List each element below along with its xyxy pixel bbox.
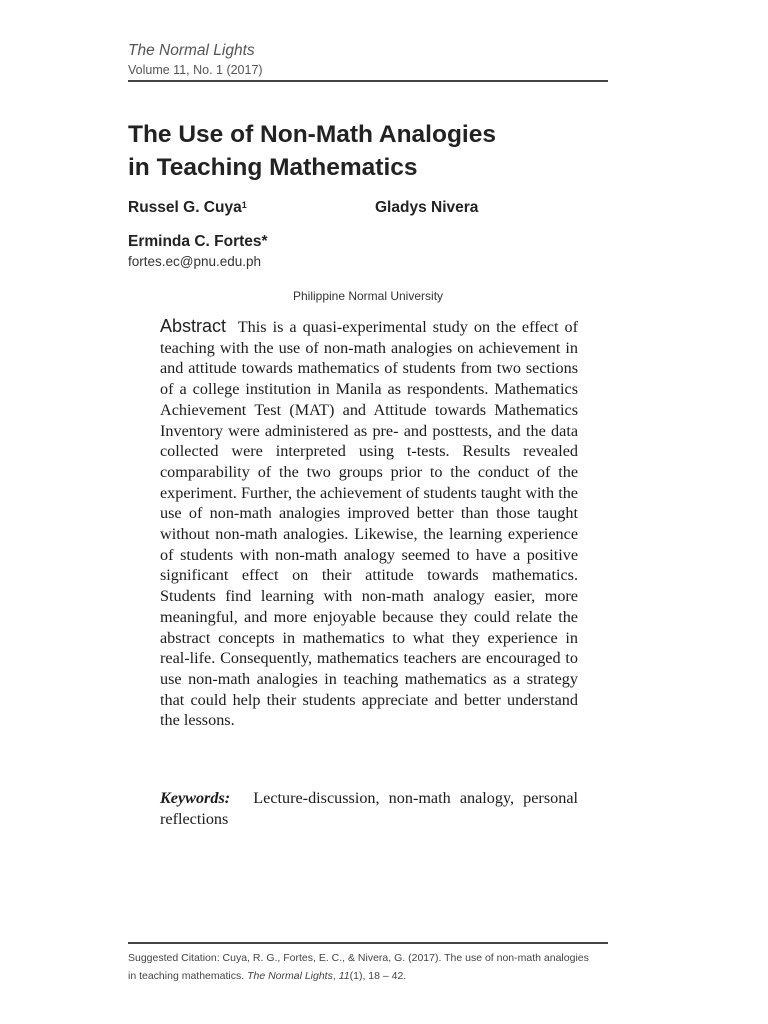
- suggested-citation: [128, 949, 598, 985]
- header-divider: [128, 80, 608, 82]
- author-name: Erminda C. Fortes*: [128, 233, 268, 250]
- author-fortes: [128, 233, 268, 251]
- title-line-1: The Use of Non-Math Analogies: [128, 121, 496, 148]
- keywords: [160, 788, 578, 830]
- keywords-body: Lecture-discussion, non-math analogy, personal reflections: [160, 789, 578, 828]
- abstract-heading: Abstract: [160, 316, 227, 336]
- citation-volume: 11: [338, 970, 350, 982]
- citation-prefix: Suggested Citation: Cuya, R. G., Fortes, E. C., & Nivera, G. (2017). The use of non-math analogies in teaching mathematics.: [128, 952, 589, 982]
- author-name: Russel G. Cuya: [128, 199, 242, 216]
- citation-suffix: (1), 18 – 42.: [349, 970, 407, 982]
- footer-divider: [128, 942, 608, 944]
- abstract: [160, 316, 578, 731]
- affiliation: Philippine Normal University: [292, 289, 444, 303]
- affiliation-mark: 1: [241, 200, 247, 210]
- keywords-heading: Keywords:: [160, 789, 231, 807]
- author-nivera: [375, 199, 478, 217]
- title-line-2: in Teaching Mathematics: [128, 154, 418, 181]
- author-cuya: [128, 199, 247, 217]
- article-title: [128, 118, 608, 184]
- author-name: Gladys Nivera: [375, 199, 479, 216]
- volume-info: Volume 11, No. 1 (2017): [128, 63, 263, 77]
- author-email[interactable]: fortes.ec@pnu.edu.ph: [128, 254, 262, 269]
- journal-name: The Normal Lights: [128, 42, 255, 59]
- abstract-body: This is a quasi-experimental study on the effect of teaching with the use of non-math analogies on achievement in and attitude towards mathematics of students from two sections of a college institution in Manila as respondents. Mathematics Achievement Test (MAT) and Attitude towards Mathematics Inventory were administered as pre- and posttests, and the data collected were interpreted using t-tests. Results revealed comparability of the two groups prior to the conduct of the experiment. Further, the achievement of students taught with the use of non-math analogies improved better than those taught without non-math analogies. Likewise, the learning experience of students with non-math analogy seemed to have a positive significant effect on their attitude towards mathematics. Students find learning with non-math analogy easier, more meaningful, and more enjoyable because they could relate the abstract concepts in mathematics to what they experience in real-life. Consequently, mathematics teachers are encouraged to use non-math analogies in teaching mathematics as a strategy that could help their students appreciate and better understand the lessons.: [160, 318, 578, 730]
- citation-journal: The Normal Lights: [247, 970, 333, 982]
- citation-separator: ,: [332, 970, 339, 982]
